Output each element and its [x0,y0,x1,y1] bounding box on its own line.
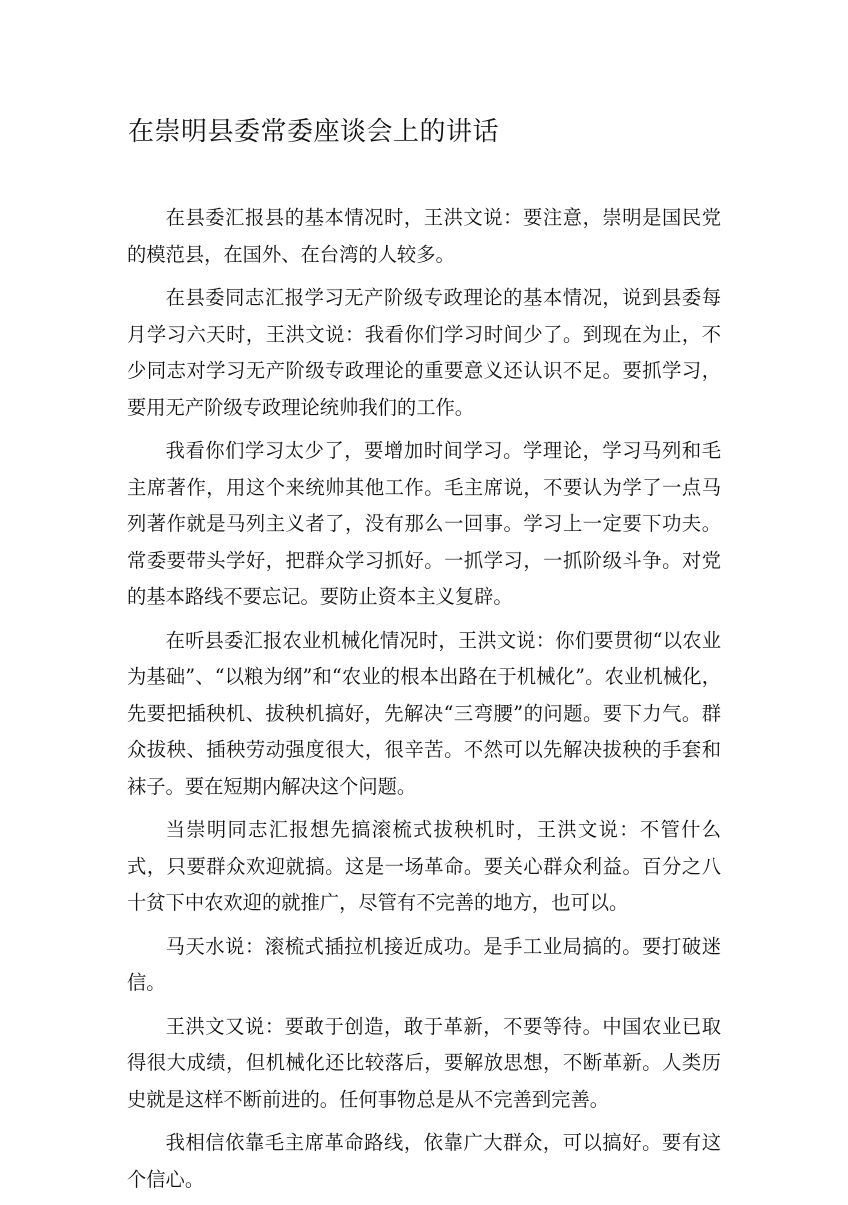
paragraph-4: 在听县委汇报农业机械化情况时，王洪文说：你们要贯彻“以农业为基础”、“以粮为纲”和“农业的根本出路在于机械化”。农业机械化，先要把插秧机、拔秧机搞好，先解决“三弯腰”的问题。要下力气。群众拔秧、插秧劳动强度很大，很辛苦。不然可以先解决拔秧的手套和袜子。要在短期内解决这个问题。 [127,628,721,798]
document-body [127,200,721,1205]
paragraph-5: 当崇明同志汇报想先搞滚梳式拔秧机时，王洪文说：不管什么式，只要群众欢迎就搞。这是一场革命。要关心群众利益。百分之八十贫下中农欢迎的就推广，尽管有不完善的地方，也可以。 [127,818,721,914]
document-title: 在崇明县委常委座谈会上的讲话 [128,117,500,147]
paragraph-6: 马天水说：滚梳式插拉机接近成功。是手工业局搞的。要打破迷信。 [127,934,721,994]
paragraph-1: 在县委汇报县的基本情况时，王洪文说：要注意，崇明是国民党的模范县，在国外、在台湾的人较多。 [127,206,721,266]
paragraph-2: 在县委同志汇报学习无产阶级专政理论的基本情况，说到县委每月学习六天时，王洪文说：我看你们学习时间少了。到现在为止，不少同志对学习无产阶级专政理论的重要意义还认识不足。要抓学习，要用无产阶级专政理论统帅我们的工作。 [127,286,721,419]
paragraph-8: 我相信依靠毛主席革命路线，依靠广大群众，可以搞好。要有这个信心。 [127,1131,721,1191]
paragraph-3: 我看你们学习太少了，要增加时间学习。学理论，学习马列和毛主席著作，用这个来统帅其他工作。毛主席说，不要认为学了一点马列著作就是马列主义者了，没有那么一回事。学习上一定要下功夫。常委要带头学好，把群众学习抓好。一抓学习，一抓阶级斗争。对党的基本路线不要忘记。要防止资本主义复辟。 [127,439,721,608]
paragraph-7: 王洪文又说：要敢于创造，敢于革新，不要等待。中国农业已取得很大成绩，但机械化还比较落后，要解放思想，不断革新。人类历史就是这样不断前进的。任何事物总是从不完善到完善。 [127,1014,721,1111]
